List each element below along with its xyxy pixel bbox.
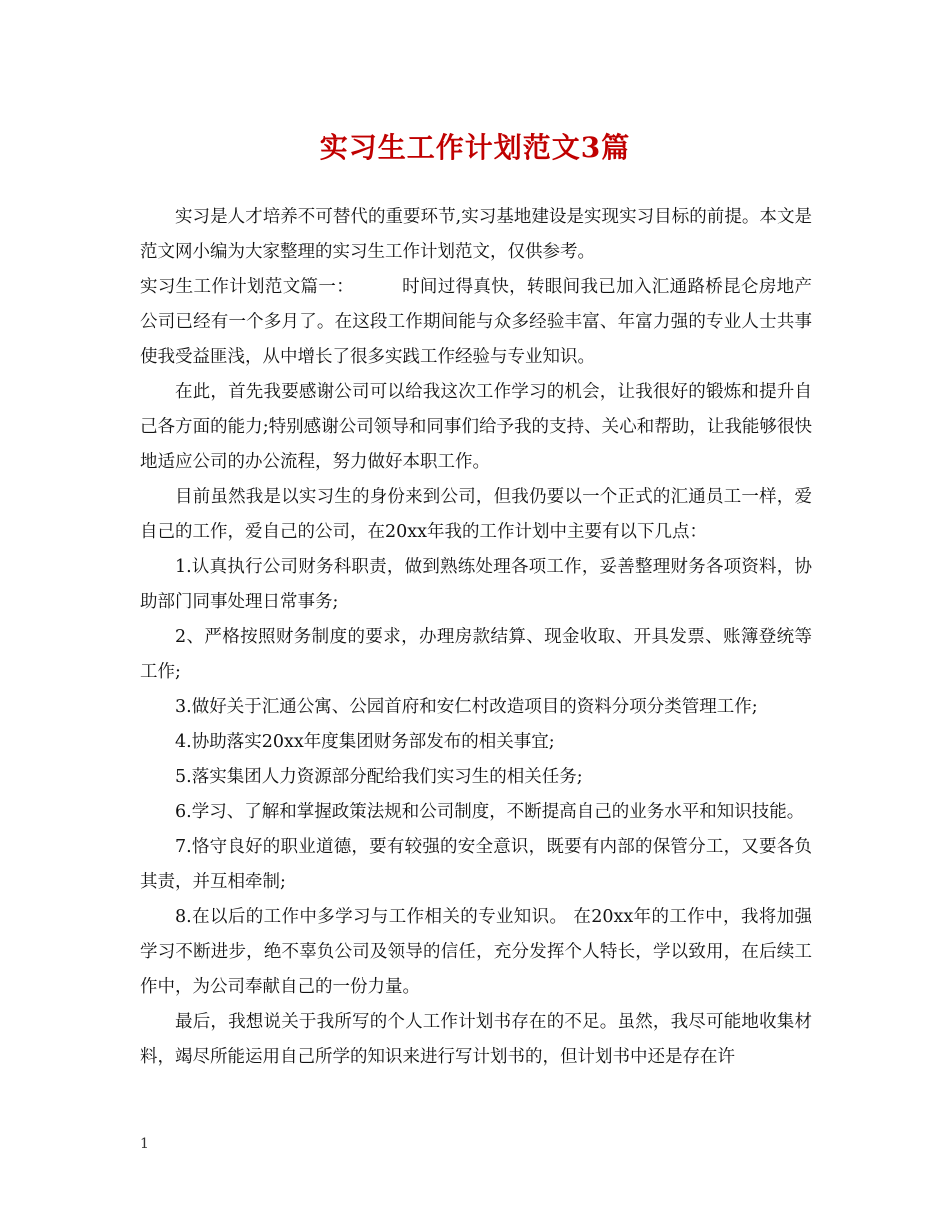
document-title: 实习生工作计划范文3篇 — [319, 131, 631, 164]
section-paragraph — [140, 270, 812, 375]
plan-item-2: 2、严格按照财务制度的要求，办理房款结算、现金收取、开具发票、账簿登统等工作; — [140, 627, 812, 682]
plan-item-4: 4.协助落实20xx年度集团财务部发布的相关事宜; — [175, 732, 555, 752]
plan-item-3: 3.做好关于汇通公寓、公园首府和安仁村改造项目的资料分项分类管理工作; — [175, 697, 758, 717]
plan-item-7: 7.恪守良好的职业道德，要有较强的安全意识，既要有内部的保管分工，又要各负其责，并互相牵制; — [140, 837, 812, 892]
section-heading: 实习生工作计划范文篇一： — [140, 277, 355, 297]
section-first-paragraph-text: 时间过得真快，转眼间我已加入汇通路桥昆仑房地产公司已经有一个多月了。在这段工作期间能与众多经验丰富、年富力强的专业人士共事使我受益匪浅，从中增长了很多实践工作经验与专业知识。 — [140, 277, 813, 367]
paragraph-closing: 最后，我想说关于我所写的个人工作计划书存在的不足。虽然，我尽可能地收集材料，竭尽所能运用自己所学的知识来进行写计划书的，但计划书中还是存在许 — [140, 1012, 812, 1067]
intro-paragraph: 实习是人才培养不可替代的重要环节,实习基地建设是实现实习目标的前提。本文是范文网小编为大家整理的实习生工作计划范文，仅供参考。 — [140, 207, 812, 262]
document-body — [140, 200, 812, 1075]
plan-item-5: 5.落实集团人力资源部分配给我们实习生的相关任务; — [175, 767, 583, 787]
paragraph-plan-intro: 目前虽然我是以实习生的身份来到公司，但我仍要以一个正式的汇通员工一样，爱自己的工作，爱自己的公司，在20xx年我的工作计划中主要有以下几点： — [140, 487, 812, 542]
plan-item-6: 6.学习、了解和掌握政策法规和公司制度，不断提高自己的业务水平和知识技能。 — [175, 802, 805, 822]
paragraph-thanks: 在此，首先我要感谢公司可以给我这次工作学习的机会，让我很好的锻炼和提升自己各方面的能力;特别感谢公司领导和同事们给予我的支持、关心和帮助，让我能够很快地适应公司的办公流程，努力做好本职工作。 — [140, 382, 812, 472]
plan-item-1: 1.认真执行公司财务科职责，做到熟练处理各项工作，妥善整理财务各项资料，协助部门同事处理日常事务; — [140, 557, 812, 612]
page-number: 1 — [140, 1136, 149, 1152]
plan-item-8: 8.在以后的工作中多学习与工作相关的专业知识。 在20xx年的工作中，我将加强学习不断进步，绝不辜负公司及领导的信任，充分发挥个人特长，学以致用，在后续工作中，为公司奉献自己的一份力量。 — [140, 907, 812, 997]
